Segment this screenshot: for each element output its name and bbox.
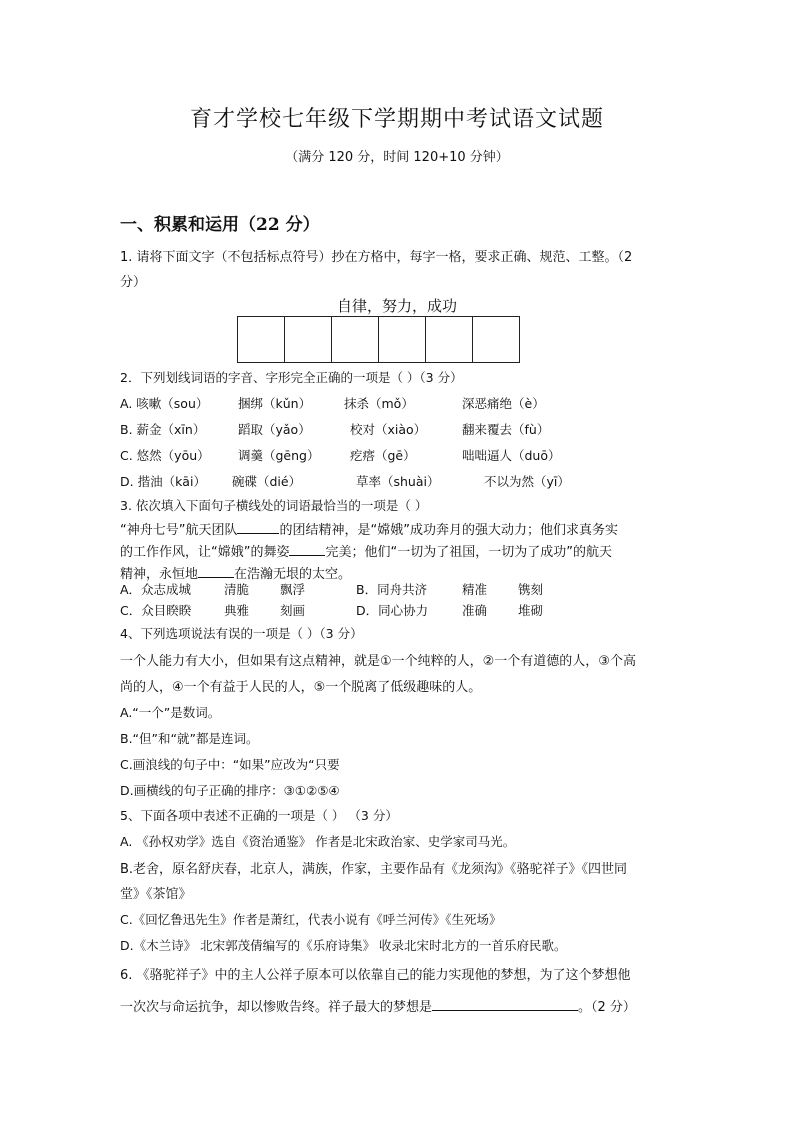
q3-option-d-3: 堆砌 [518, 603, 544, 618]
q3-option-d-2: 准确 [462, 603, 488, 618]
answer-blank[interactable] [289, 543, 325, 556]
q2-option-d-2: 碗碟（dié） [232, 474, 302, 489]
q5-stem: 5、下面各项中表述不正确的一项是（ ） （3 分） [120, 808, 398, 823]
q2-option-a-1: A. 咳嗽（sou） [120, 396, 209, 411]
q3-option-a-1: A．众志成城 [120, 582, 192, 597]
q3-option-a-3: 飘浮 [280, 582, 306, 597]
q4-option-a: A.“一个”是数词。 [120, 705, 221, 720]
q5-option-c: C.《回忆鲁迅先生》作者是萧红，代表小说有《呼兰河传》《生死场》 [120, 912, 502, 927]
q5-option-a: A. 《孙权劝学》选自《资治通鉴》 作者是北宋政治家、史学家司马光。 [120, 834, 516, 849]
grid-cell[interactable] [473, 317, 519, 362]
q2-option-b-4: 翻来覆去（fù） [462, 422, 550, 437]
q3-option-c-3: 刻画 [280, 603, 306, 618]
q2-option-c-4: 咄咄逼人（duō） [462, 448, 561, 463]
q4-passage-line1: 一个人能力有大小，但如果有这点精神，就是①一个纯粹的人，②一个有道德的人，③个高 [120, 654, 636, 669]
section-heading: 一、积累和运用（22 分） [120, 215, 320, 235]
answer-grid[interactable] [237, 316, 520, 363]
q4-passage-line2: 尚的人，④一个有益于人民的人，⑤一个脱离了低级趣味的人。 [120, 680, 482, 695]
q2-option-b-2: 蹈取（yǎo） [238, 422, 311, 437]
q3-stem: 3. 依次填入下面句子横线处的词语最恰当的一项是（ ） [120, 498, 428, 513]
q4-option-c: C.画浪线的句子中：“如果”应改为“只要 [120, 757, 340, 772]
q3-option-b-2: 精准 [462, 582, 488, 597]
q2-option-a-2: 捆绑（kǔn） [238, 396, 312, 411]
q2-option-a-4: 深恶痛绝（è） [462, 396, 545, 411]
q2-option-c-3: 疙瘩（gē） [350, 448, 416, 463]
q3-option-c-1: C．众目睽睽 [120, 603, 192, 618]
q2-option-d-3: 草率（shuài） [356, 474, 440, 489]
q3-option-d-1: D．同心协力 [356, 603, 429, 618]
answer-blank[interactable] [237, 521, 279, 534]
q2-option-c-2: 调羹（gēng） [238, 448, 320, 463]
q6-line1: 6. 《骆驼祥子》中的主人公祥子原本可以依靠自己的能力实现他的梦想，为了这个梦想他 [120, 968, 631, 983]
q3-option-b-1: B．同舟共济 [356, 582, 428, 597]
grid-cell[interactable] [379, 317, 426, 362]
answer-blank[interactable] [432, 998, 578, 1011]
q2-option-b-3: 校对（xiào） [350, 422, 427, 437]
q4-option-d: D.画横线的句子正确的排序：③①②⑤④ [120, 783, 340, 798]
q3-passage-line3: 精神，永恒地 在浩瀚无垠的太空。 [120, 567, 352, 582]
q3-option-b-3: 镌刻 [518, 582, 544, 597]
q5-option-d: D.《木兰诗》 北宋郭茂倩编写的《乐府诗集》 收录北宋时北方的一首乐府民歌。 [120, 938, 567, 953]
answer-blank[interactable] [198, 565, 234, 578]
q4-stem: 4、下列选项说法有误的一项是（ ）（3 分） [120, 626, 363, 641]
grid-cell[interactable] [238, 317, 285, 362]
q2-option-c-1: C. 悠然（yōu） [120, 448, 210, 463]
q1-line2: 分） [120, 275, 147, 290]
q3-option-c-2: 典雅 [224, 603, 250, 618]
q5-option-b-line1: B.老舍，原名舒庆春，北京人，满族，作家，主要作品有《龙须沟》《骆驼祥子》《四世同 [120, 862, 628, 877]
q1-line1: 1. 请将下面文字（不包括标点符号）抄在方格中，每字一格，要求正确、规范、工整。（2 [120, 250, 633, 265]
q6-line2: 一次次与命运抗争，却以惨败告终。祥子最大的梦想是 。（2 分） [120, 1000, 636, 1015]
q2-option-b-1: B. 薪金（xīn） [120, 422, 206, 437]
q2-stem: 2．下列划线词语的字音、字形完全正确的一项是（ ）（3 分） [120, 370, 463, 385]
grid-cell[interactable] [285, 317, 332, 362]
q2-option-d-1: D. 揩油（kāi） [120, 474, 206, 489]
q3-passage-line2: 的工作作风，让“嫦娥”的舞姿 完美；他们“一切为了祖国，一切为了成功”的航天 [120, 545, 612, 560]
exam-info: （满分 120 分，时间 120+10 分钟） [285, 150, 509, 165]
q3-passage-line1: “神舟七号”航天团队 的团结精神，是“嫦娥”成功奔月的强大动力；他们求真务实 [120, 523, 618, 538]
q2-option-d-4: 不以为然（yī） [484, 474, 570, 489]
q5-option-b-line2: 堂》《茶馆》 [120, 887, 192, 902]
page-title: 育才学校七年级下学期期中考试语文试题 [189, 107, 604, 132]
grid-cell[interactable] [426, 317, 473, 362]
q4-option-b: B.“但”和“就”都是连词。 [120, 731, 259, 746]
q3-option-a-2: 清脆 [224, 582, 250, 597]
q1-phrase: 自律，努力，成功 [336, 297, 457, 315]
grid-cell[interactable] [332, 317, 379, 362]
q2-option-a-3: 抹杀（mǒ） [344, 396, 414, 411]
